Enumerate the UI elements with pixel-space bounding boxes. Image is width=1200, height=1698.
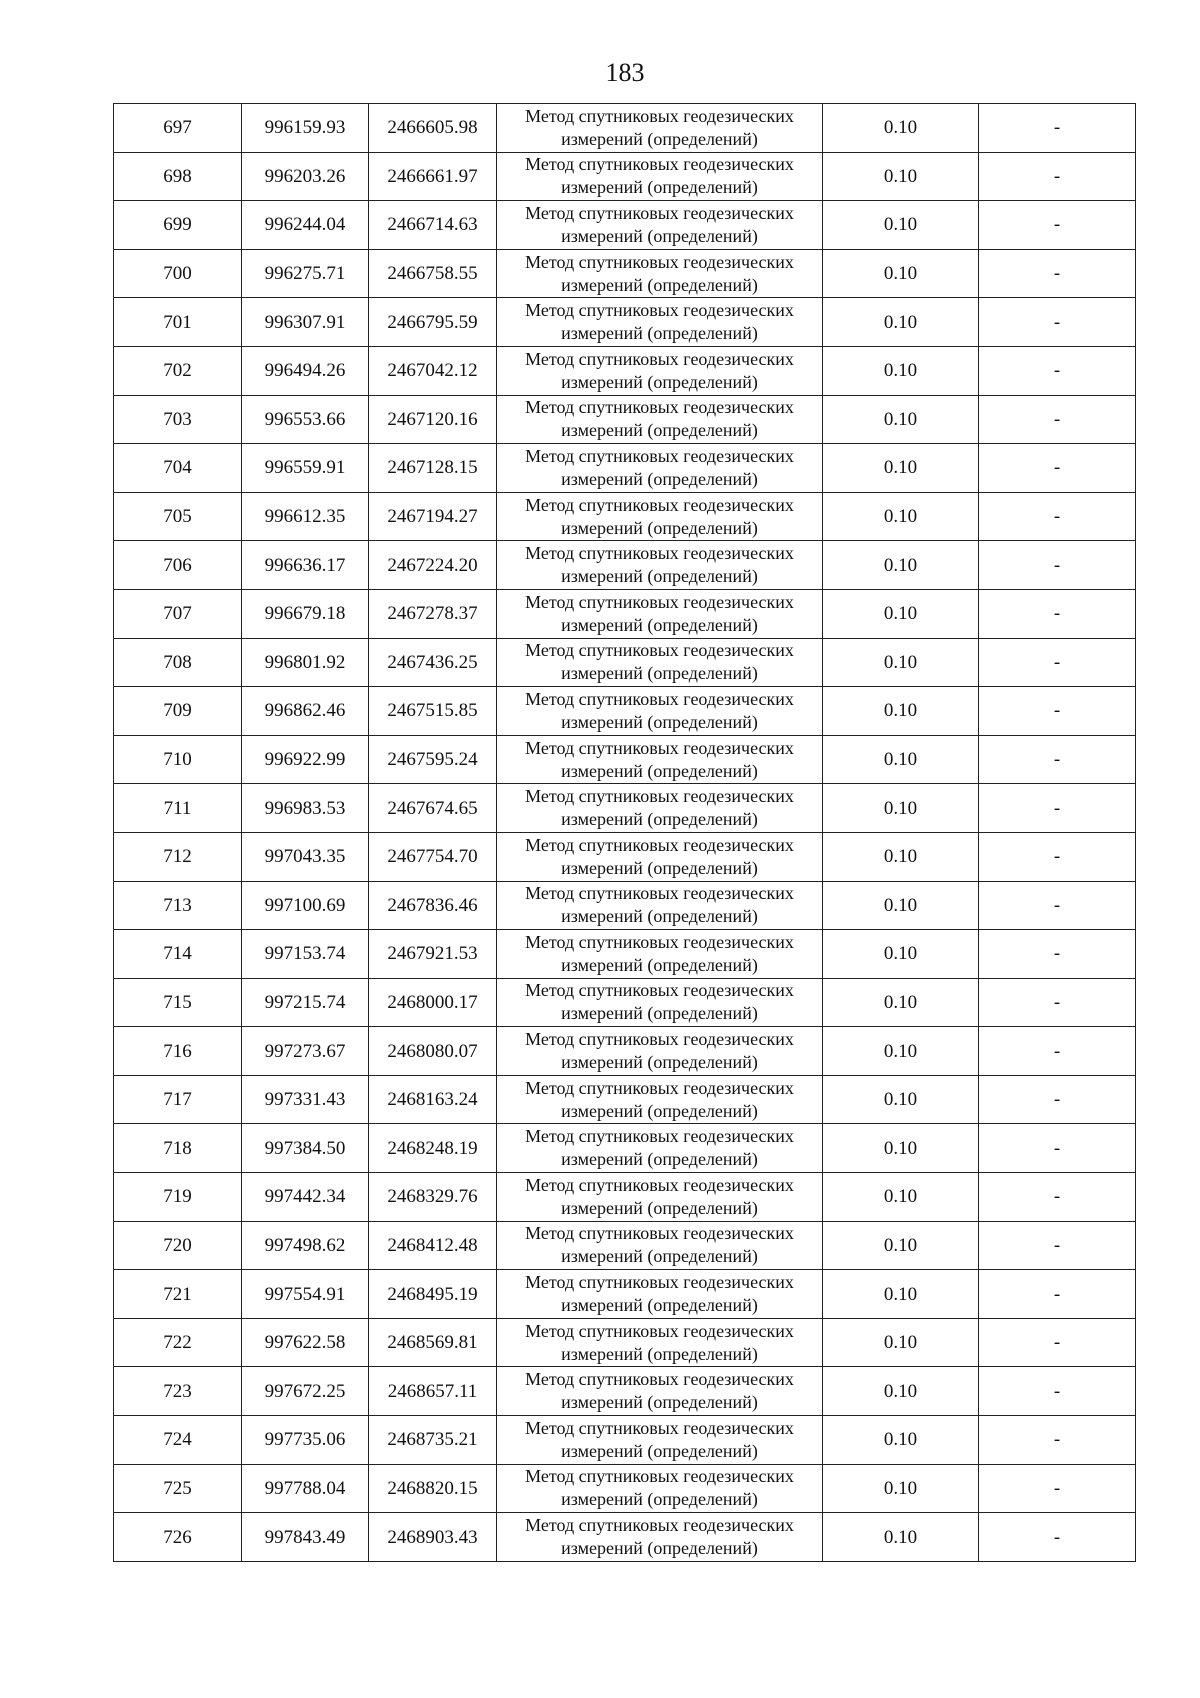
table-row — [114, 492, 1136, 541]
table-row — [114, 1027, 1136, 1076]
y-coordinate-cell: 2468080.07 — [369, 1027, 497, 1076]
method-line-2: измерений (определений) — [561, 1003, 758, 1024]
method-line-2: измерений (определений) — [561, 760, 758, 781]
y-coordinate-cell: 2466661.97 — [369, 152, 497, 201]
x-coordinate-cell: 996612.35 — [242, 492, 369, 541]
method-line-1: Метод спутниковых геодезических — [525, 1320, 794, 1341]
note-cell: - — [979, 346, 1136, 395]
method-line-1: Метод спутниковых геодезических — [525, 640, 794, 661]
note-cell: - — [979, 638, 1136, 687]
method-cell — [497, 1513, 823, 1562]
point-number-cell: 699 — [114, 201, 242, 250]
method-cell — [497, 1318, 823, 1367]
method-line-1: Метод спутниковых геодезических — [525, 1077, 794, 1098]
y-coordinate-cell: 2466795.59 — [369, 298, 497, 347]
y-coordinate-cell: 2468248.19 — [369, 1124, 497, 1173]
method-cell — [497, 1173, 823, 1222]
point-number-cell: 717 — [114, 1075, 242, 1124]
note-cell: - — [979, 201, 1136, 250]
table-body — [114, 104, 1136, 1562]
method-cell — [497, 492, 823, 541]
point-number-cell: 715 — [114, 978, 242, 1027]
method-line-1: Метод спутниковых геодезических — [525, 591, 794, 612]
point-number-cell: 712 — [114, 832, 242, 881]
method-line-2: измерений (определений) — [561, 177, 758, 198]
y-coordinate-cell: 2467128.15 — [369, 444, 497, 493]
method-line-2: измерений (определений) — [561, 1295, 758, 1316]
page-number: 183 — [605, 58, 645, 87]
method-cell — [497, 1075, 823, 1124]
method-line-2: измерений (определений) — [561, 954, 758, 975]
point-number-cell: 713 — [114, 881, 242, 930]
y-coordinate-cell: 2467515.85 — [369, 687, 497, 736]
method-cell — [497, 395, 823, 444]
point-number-cell: 721 — [114, 1270, 242, 1319]
note-cell: - — [979, 1027, 1136, 1076]
method-line-2: измерений (определений) — [561, 274, 758, 295]
table-row — [114, 1367, 1136, 1416]
point-number-cell: 719 — [114, 1173, 242, 1222]
accuracy-cell: 0.10 — [823, 541, 979, 590]
method-cell — [497, 1221, 823, 1270]
table-row — [114, 1270, 1136, 1319]
method-line-2: измерений (определений) — [561, 711, 758, 732]
point-number-cell: 724 — [114, 1416, 242, 1465]
table-row — [114, 1318, 1136, 1367]
method-line-2: измерений (определений) — [561, 1538, 758, 1559]
method-cell — [497, 1367, 823, 1416]
point-number-cell: 726 — [114, 1513, 242, 1562]
x-coordinate-cell: 996203.26 — [242, 152, 369, 201]
method-cell — [497, 638, 823, 687]
note-cell: - — [979, 1124, 1136, 1173]
accuracy-cell: 0.10 — [823, 1464, 979, 1513]
point-number-cell: 708 — [114, 638, 242, 687]
method-line-1: Метод спутниковых геодезических — [525, 397, 794, 418]
note-cell: - — [979, 1416, 1136, 1465]
y-coordinate-cell: 2466605.98 — [369, 104, 497, 153]
accuracy-cell: 0.10 — [823, 346, 979, 395]
accuracy-cell: 0.10 — [823, 638, 979, 687]
method-cell — [497, 541, 823, 590]
method-line-2: измерений (определений) — [561, 566, 758, 587]
method-line-1: Метод спутниковых геодезических — [525, 543, 794, 564]
table-row — [114, 784, 1136, 833]
point-number-cell: 714 — [114, 930, 242, 979]
accuracy-cell: 0.10 — [823, 1027, 979, 1076]
method-line-1: Метод спутниковых геодезических — [525, 1515, 794, 1536]
y-coordinate-cell: 2467836.46 — [369, 881, 497, 930]
method-line-2: измерений (определений) — [561, 1149, 758, 1170]
method-line-2: измерений (определений) — [561, 1343, 758, 1364]
note-cell: - — [979, 589, 1136, 638]
method-line-1: Метод спутниковых геодезических — [525, 348, 794, 369]
method-line-2: измерений (определений) — [561, 1052, 758, 1073]
y-coordinate-cell: 2467224.20 — [369, 541, 497, 590]
method-line-2: измерений (определений) — [561, 1489, 758, 1510]
y-coordinate-cell: 2467042.12 — [369, 346, 497, 395]
method-cell — [497, 589, 823, 638]
accuracy-cell: 0.10 — [823, 784, 979, 833]
method-line-1: Метод спутниковых геодезических — [525, 202, 794, 223]
x-coordinate-cell: 996801.92 — [242, 638, 369, 687]
note-cell: - — [979, 832, 1136, 881]
accuracy-cell: 0.10 — [823, 1367, 979, 1416]
y-coordinate-cell: 2467278.37 — [369, 589, 497, 638]
method-line-2: измерений (определений) — [561, 323, 758, 344]
point-number-cell: 718 — [114, 1124, 242, 1173]
method-line-2: измерений (определений) — [561, 468, 758, 489]
note-cell: - — [979, 1270, 1136, 1319]
x-coordinate-cell: 997153.74 — [242, 930, 369, 979]
accuracy-cell: 0.10 — [823, 978, 979, 1027]
accuracy-cell: 0.10 — [823, 1513, 979, 1562]
method-line-2: измерений (определений) — [561, 1100, 758, 1121]
method-cell — [497, 1416, 823, 1465]
y-coordinate-cell: 2467674.65 — [369, 784, 497, 833]
method-line-1: Метод спутниковых геодезических — [525, 1272, 794, 1293]
point-number-cell: 707 — [114, 589, 242, 638]
x-coordinate-cell: 996559.91 — [242, 444, 369, 493]
y-coordinate-cell: 2467595.24 — [369, 735, 497, 784]
method-line-2: измерений (определений) — [561, 420, 758, 441]
method-line-1: Метод спутниковых геодезических — [525, 1417, 794, 1438]
note-cell: - — [979, 1075, 1136, 1124]
point-number-cell: 703 — [114, 395, 242, 444]
method-cell — [497, 687, 823, 736]
y-coordinate-cell: 2468657.11 — [369, 1367, 497, 1416]
x-coordinate-cell: 997788.04 — [242, 1464, 369, 1513]
note-cell: - — [979, 492, 1136, 541]
note-cell: - — [979, 1513, 1136, 1562]
x-coordinate-cell: 997331.43 — [242, 1075, 369, 1124]
method-line-1: Метод спутниковых геодезических — [525, 834, 794, 855]
method-line-1: Метод спутниковых геодезических — [525, 980, 794, 1001]
accuracy-cell: 0.10 — [823, 104, 979, 153]
y-coordinate-cell: 2466758.55 — [369, 249, 497, 298]
table-row — [114, 152, 1136, 201]
method-cell — [497, 444, 823, 493]
accuracy-cell: 0.10 — [823, 1318, 979, 1367]
y-coordinate-cell: 2468000.17 — [369, 978, 497, 1027]
method-line-1: Метод спутниковых геодезических — [525, 688, 794, 709]
table-row — [114, 638, 1136, 687]
x-coordinate-cell: 996494.26 — [242, 346, 369, 395]
method-cell — [497, 832, 823, 881]
method-cell — [497, 1027, 823, 1076]
point-number-cell: 720 — [114, 1221, 242, 1270]
note-cell: - — [979, 784, 1136, 833]
method-cell — [497, 249, 823, 298]
method-line-1: Метод спутниковых геодезических — [525, 300, 794, 321]
accuracy-cell: 0.10 — [823, 249, 979, 298]
accuracy-cell: 0.10 — [823, 1221, 979, 1270]
method-line-1: Метод спутниковых геодезических — [525, 1223, 794, 1244]
x-coordinate-cell: 997442.34 — [242, 1173, 369, 1222]
note-cell: - — [979, 152, 1136, 201]
y-coordinate-cell: 2468495.19 — [369, 1270, 497, 1319]
method-cell — [497, 784, 823, 833]
x-coordinate-cell: 996553.66 — [242, 395, 369, 444]
method-cell — [497, 930, 823, 979]
accuracy-cell: 0.10 — [823, 1124, 979, 1173]
x-coordinate-cell: 996307.91 — [242, 298, 369, 347]
accuracy-cell: 0.10 — [823, 735, 979, 784]
method-cell — [497, 152, 823, 201]
x-coordinate-cell: 996159.93 — [242, 104, 369, 153]
point-number-cell: 705 — [114, 492, 242, 541]
accuracy-cell: 0.10 — [823, 395, 979, 444]
method-cell — [497, 1464, 823, 1513]
y-coordinate-cell: 2468569.81 — [369, 1318, 497, 1367]
note-cell: - — [979, 1318, 1136, 1367]
point-number-cell: 700 — [114, 249, 242, 298]
table-row — [114, 589, 1136, 638]
y-coordinate-cell: 2468820.15 — [369, 1464, 497, 1513]
method-cell — [497, 1270, 823, 1319]
accuracy-cell: 0.10 — [823, 1416, 979, 1465]
method-line-2: измерений (определений) — [561, 857, 758, 878]
point-number-cell: 697 — [114, 104, 242, 153]
note-cell: - — [979, 104, 1136, 153]
x-coordinate-cell: 996636.17 — [242, 541, 369, 590]
table-row — [114, 1221, 1136, 1270]
point-number-cell: 725 — [114, 1464, 242, 1513]
method-line-1: Метод спутниковых геодезических — [525, 1174, 794, 1195]
accuracy-cell: 0.10 — [823, 589, 979, 638]
table-row — [114, 249, 1136, 298]
y-coordinate-cell: 2467754.70 — [369, 832, 497, 881]
y-coordinate-cell: 2467120.16 — [369, 395, 497, 444]
x-coordinate-cell: 996275.71 — [242, 249, 369, 298]
accuracy-cell: 0.10 — [823, 687, 979, 736]
point-number-cell: 702 — [114, 346, 242, 395]
note-cell: - — [979, 1464, 1136, 1513]
accuracy-cell: 0.10 — [823, 881, 979, 930]
accuracy-cell: 0.10 — [823, 1075, 979, 1124]
note-cell: - — [979, 1367, 1136, 1416]
method-line-1: Метод спутниковых геодезических — [525, 1369, 794, 1390]
method-line-2: измерений (определений) — [561, 128, 758, 149]
table-row — [114, 104, 1136, 153]
table-row — [114, 298, 1136, 347]
method-line-1: Метод спутниковых геодезических — [525, 1466, 794, 1487]
method-line-1: Метод спутниковых геодезических — [525, 737, 794, 758]
accuracy-cell: 0.10 — [823, 1173, 979, 1222]
y-coordinate-cell: 2468735.21 — [369, 1416, 497, 1465]
accuracy-cell: 0.10 — [823, 201, 979, 250]
note-cell: - — [979, 1173, 1136, 1222]
table-row — [114, 832, 1136, 881]
method-cell — [497, 735, 823, 784]
method-cell — [497, 346, 823, 395]
x-coordinate-cell: 996679.18 — [242, 589, 369, 638]
note-cell: - — [979, 735, 1136, 784]
note-cell: - — [979, 541, 1136, 590]
accuracy-cell: 0.10 — [823, 444, 979, 493]
table-row — [114, 1416, 1136, 1465]
x-coordinate-cell: 997273.67 — [242, 1027, 369, 1076]
method-line-2: измерений (определений) — [561, 809, 758, 830]
table-row — [114, 395, 1136, 444]
table-row — [114, 346, 1136, 395]
method-line-2: измерений (определений) — [561, 225, 758, 246]
method-cell — [497, 1124, 823, 1173]
x-coordinate-cell: 996983.53 — [242, 784, 369, 833]
note-cell: - — [979, 395, 1136, 444]
y-coordinate-cell: 2467436.25 — [369, 638, 497, 687]
note-cell: - — [979, 1221, 1136, 1270]
method-cell — [497, 978, 823, 1027]
point-number-cell: 706 — [114, 541, 242, 590]
method-cell — [497, 104, 823, 153]
method-line-1: Метод спутниковых геодезических — [525, 931, 794, 952]
table-row — [114, 978, 1136, 1027]
x-coordinate-cell: 996244.04 — [242, 201, 369, 250]
method-line-1: Метод спутниковых геодезических — [525, 105, 794, 126]
point-number-cell: 723 — [114, 1367, 242, 1416]
table-row — [114, 1124, 1136, 1173]
accuracy-cell: 0.10 — [823, 298, 979, 347]
note-cell: - — [979, 249, 1136, 298]
table-row — [114, 1513, 1136, 1562]
method-line-2: измерений (определений) — [561, 663, 758, 684]
table-row — [114, 541, 1136, 590]
note-cell: - — [979, 881, 1136, 930]
x-coordinate-cell: 996862.46 — [242, 687, 369, 736]
x-coordinate-cell: 997384.50 — [242, 1124, 369, 1173]
method-cell — [497, 201, 823, 250]
method-line-2: измерений (определений) — [561, 1440, 758, 1461]
x-coordinate-cell: 997215.74 — [242, 978, 369, 1027]
y-coordinate-cell: 2467194.27 — [369, 492, 497, 541]
accuracy-cell: 0.10 — [823, 832, 979, 881]
method-line-2: измерений (определений) — [561, 1246, 758, 1267]
note-cell: - — [979, 298, 1136, 347]
method-line-1: Метод спутниковых геодезических — [525, 1029, 794, 1050]
accuracy-cell: 0.10 — [823, 930, 979, 979]
point-number-cell: 704 — [114, 444, 242, 493]
y-coordinate-cell: 2468903.43 — [369, 1513, 497, 1562]
method-line-1: Метод спутниковых геодезических — [525, 494, 794, 515]
table-row — [114, 201, 1136, 250]
table-row — [114, 1464, 1136, 1513]
method-line-2: измерений (определений) — [561, 371, 758, 392]
point-number-cell: 711 — [114, 784, 242, 833]
table-row — [114, 444, 1136, 493]
method-line-2: измерений (определений) — [561, 906, 758, 927]
point-number-cell: 722 — [114, 1318, 242, 1367]
method-line-2: измерений (определений) — [561, 1197, 758, 1218]
note-cell: - — [979, 930, 1136, 979]
point-number-cell: 698 — [114, 152, 242, 201]
method-line-1: Метод спутниковых геодезических — [525, 786, 794, 807]
method-line-1: Метод спутниковых геодезических — [525, 1126, 794, 1147]
method-line-1: Метод спутниковых геодезических — [525, 251, 794, 272]
method-line-1: Метод спутниковых геодезических — [525, 154, 794, 175]
method-line-2: измерений (определений) — [561, 1392, 758, 1413]
note-cell: - — [979, 444, 1136, 493]
y-coordinate-cell: 2468329.76 — [369, 1173, 497, 1222]
x-coordinate-cell: 997498.62 — [242, 1221, 369, 1270]
x-coordinate-cell: 997043.35 — [242, 832, 369, 881]
method-line-2: измерений (определений) — [561, 517, 758, 538]
y-coordinate-cell: 2468163.24 — [369, 1075, 497, 1124]
table-row — [114, 735, 1136, 784]
table-row — [114, 687, 1136, 736]
accuracy-cell: 0.10 — [823, 492, 979, 541]
method-line-1: Метод спутниковых геодезических — [525, 883, 794, 904]
table-row — [114, 881, 1136, 930]
method-line-1: Метод спутниковых геодезических — [525, 445, 794, 466]
note-cell: - — [979, 978, 1136, 1027]
x-coordinate-cell: 997554.91 — [242, 1270, 369, 1319]
x-coordinate-cell: 997672.25 — [242, 1367, 369, 1416]
method-line-2: измерений (определений) — [561, 614, 758, 635]
x-coordinate-cell: 997843.49 — [242, 1513, 369, 1562]
table-row — [114, 930, 1136, 979]
x-coordinate-cell: 997100.69 — [242, 881, 369, 930]
coordinates-table — [113, 103, 1136, 1562]
y-coordinate-cell: 2466714.63 — [369, 201, 497, 250]
x-coordinate-cell: 996922.99 — [242, 735, 369, 784]
x-coordinate-cell: 997735.06 — [242, 1416, 369, 1465]
y-coordinate-cell: 2467921.53 — [369, 930, 497, 979]
point-number-cell: 709 — [114, 687, 242, 736]
x-coordinate-cell: 997622.58 — [242, 1318, 369, 1367]
point-number-cell: 716 — [114, 1027, 242, 1076]
table-row — [114, 1075, 1136, 1124]
accuracy-cell: 0.10 — [823, 152, 979, 201]
point-number-cell: 710 — [114, 735, 242, 784]
table-row — [114, 1173, 1136, 1222]
accuracy-cell: 0.10 — [823, 1270, 979, 1319]
method-cell — [497, 298, 823, 347]
y-coordinate-cell: 2468412.48 — [369, 1221, 497, 1270]
method-cell — [497, 881, 823, 930]
note-cell: - — [979, 687, 1136, 736]
point-number-cell: 701 — [114, 298, 242, 347]
